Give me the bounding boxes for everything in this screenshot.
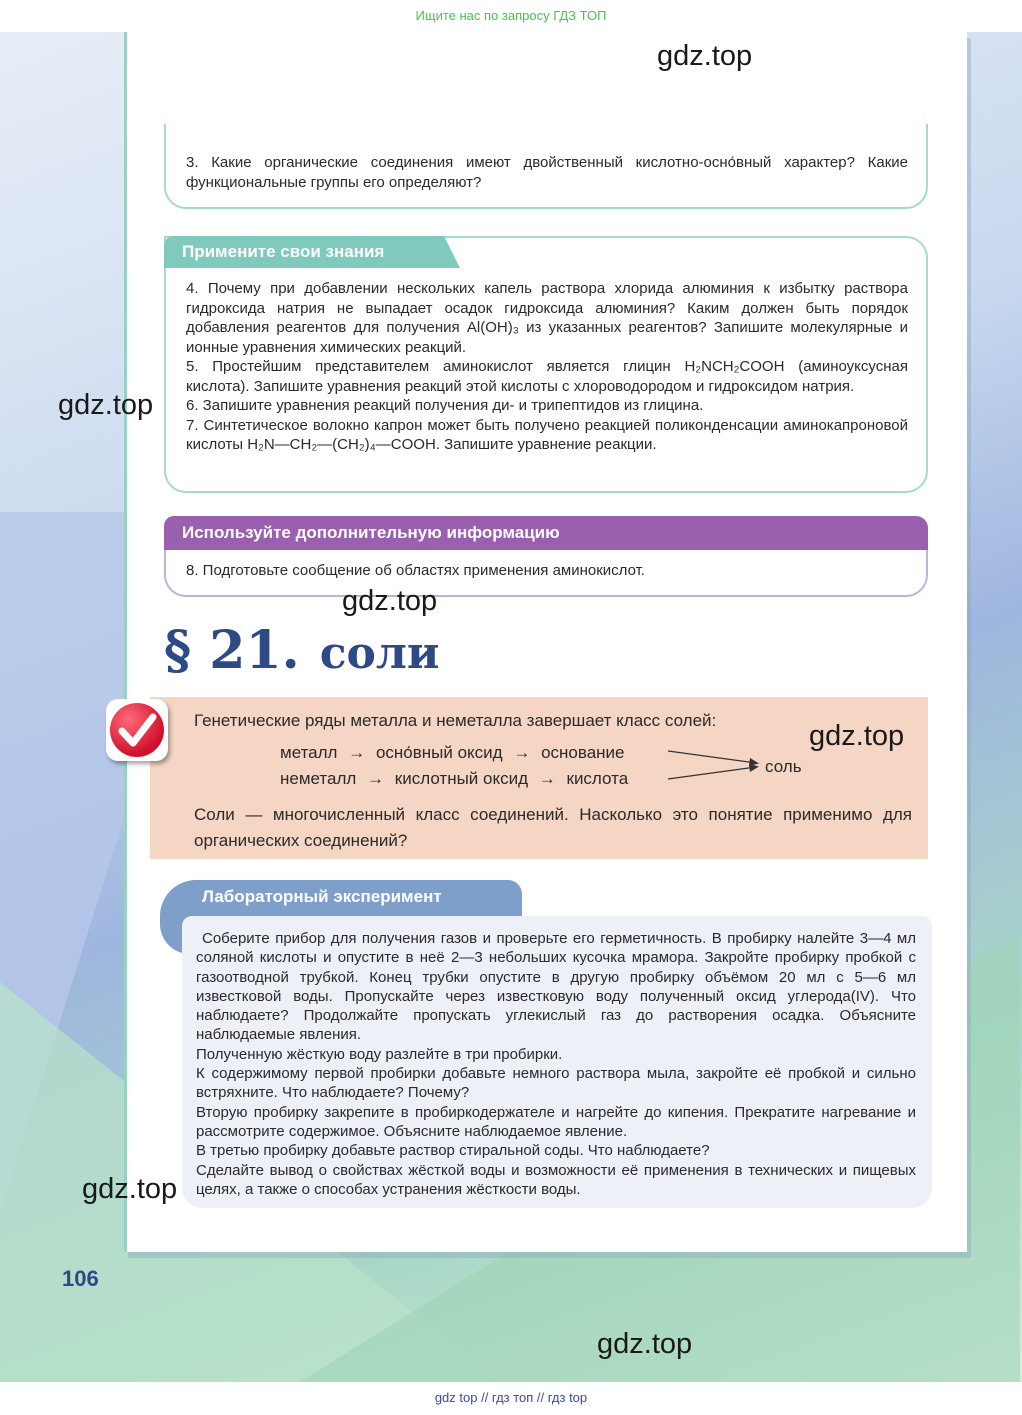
question-5: 5. Простейшим представителем аминокислот является глицин H₂NCH₂COOH (аминоуксусная кислота). Запишите уравнения реакций этой кислоты с хлороводородом и гидроксидом натрия. — [186, 358, 908, 395]
additional-info-tab: Используйте дополнительную информацию — [164, 516, 928, 550]
question-7: 7. Синтетическое волокно капрон может быть получено реакцией поликонденсации аминокапроновой кислоты H₂N—CH₂—(CH₂)₄—COOH. Запишите уравнение реакции. — [186, 416, 908, 453]
lab-text — [196, 929, 916, 1199]
top-banner-text[interactable]: Ищите нас по запросу ГДЗ ТОП — [415, 8, 607, 23]
arrow-icon: → — [348, 743, 366, 762]
watermark: gdz.top — [597, 1328, 693, 1360]
lab-paragraph: К содержимому первой пробирки добавьте немного раствора мыла, закройте её пробкой и сильно встряхните. Что наблюдаете? Почему? — [196, 1065, 916, 1102]
checkmark-icon — [106, 699, 168, 761]
watermark: gdz.top — [342, 585, 438, 617]
lab-paragraph: В третью пробирку добавьте раствор стиральной соды. Что наблюдаете? — [196, 1142, 710, 1160]
question-3: 3. Какие органические соединения имеют двойственный кислотно-осно́вный характер? Какие функциональные группы его определяют? — [186, 154, 908, 191]
lab-tab: Лабораторный эксперимент — [160, 880, 522, 916]
lab-paragraph: Полученную жёсткую воду разлейте в три пробирки. — [196, 1045, 563, 1063]
nonmetal-row — [280, 769, 628, 789]
converging-arrows-icon — [666, 745, 766, 785]
intro-question: Соли — многочисленный класс соединений. Насколько это понятие применимо для органических соединений? — [194, 805, 912, 850]
lab-paragraph: Соберите прибор для получения газов и проверьте его герметичность. В пробирку налейте 3—4 мл соляной кислоты и опустите в неё 2—3 небольших кусочка мрамора. Закройте пробирку пробкой с газоотводной трубкой. Конец трубки опустите в другую пробирку объёмом 20 мл с 5—6 мл известковой воды. Пропускайте через известковую воду полученный оксид углерода(IV). Что наблюдаете? Продолжайте пропускать углекислый газ до растворения осадка. Объясните наблюдаемые явления. — [196, 930, 916, 1044]
lab-paragraph: Сделайте вывод о свойствах жёсткой воды и возможности её применения в технических и пищевых целях, а также о способах устранения жёсткости воды. — [196, 1161, 916, 1198]
apply-knowledge-tab: Примените свои знания — [164, 236, 444, 268]
watermark: gdz.top — [82, 1173, 178, 1205]
row1-item: осно́вный оксид — [375, 743, 503, 762]
question-8: 8. Подготовьте сообщение об областях применения аминокислот. — [186, 562, 645, 579]
page-number: 106 — [62, 1266, 99, 1291]
apply-questions — [186, 279, 908, 455]
metal-row — [280, 743, 625, 763]
section-title: соли — [319, 628, 440, 679]
arrow-icon: → — [367, 769, 385, 788]
row2-item: неметалл — [280, 769, 357, 788]
row1-item: основание — [541, 743, 625, 762]
salt-label: соль — [765, 757, 802, 776]
section-heading — [164, 620, 440, 681]
intro-text: Генетические ряды металла и неметалла завершает класс солей: — [194, 711, 717, 730]
bottom-banner — [0, 1382, 1022, 1415]
top-banner — [0, 0, 1022, 32]
bottom-banner-text[interactable]: gdz top // гдз топ // гдз top — [434, 1390, 588, 1405]
section-number: § 21. — [164, 620, 300, 681]
row2-item: кислотный оксид — [394, 769, 529, 788]
arrow-icon: → — [513, 743, 531, 762]
arrow-icon: → — [538, 769, 556, 788]
checkmark-glyph — [106, 699, 168, 761]
lab-paragraph: Вторую пробирку закрепите в пробиркодержателе и нагрейте до кипения. Прекратите нагревание и рассмотрите содержимое. Объясните наблюдаемое явление. — [196, 1103, 916, 1140]
row2-item: кислота — [566, 769, 629, 788]
watermark: gdz.top — [809, 720, 905, 752]
watermark: gdz.top — [58, 389, 154, 421]
question-6: 6. Запишите уравнения реакций получения ди- и трипептидов из глицина. — [186, 397, 704, 414]
row1-item: металл — [280, 743, 338, 762]
question-4: 4. Почему при добавлении нескольких капель раствора хлорида алюминия к избытку раствора гидроксида натрия не выпадает осадок гидроксида алюминия? Каким должен быть порядок добавления реагентов для получения Al(OH)₃ из указанных реагентов? Запишите молекулярные и ионные уравнения химических реакций. — [186, 280, 908, 356]
watermark: gdz.top — [657, 40, 753, 72]
